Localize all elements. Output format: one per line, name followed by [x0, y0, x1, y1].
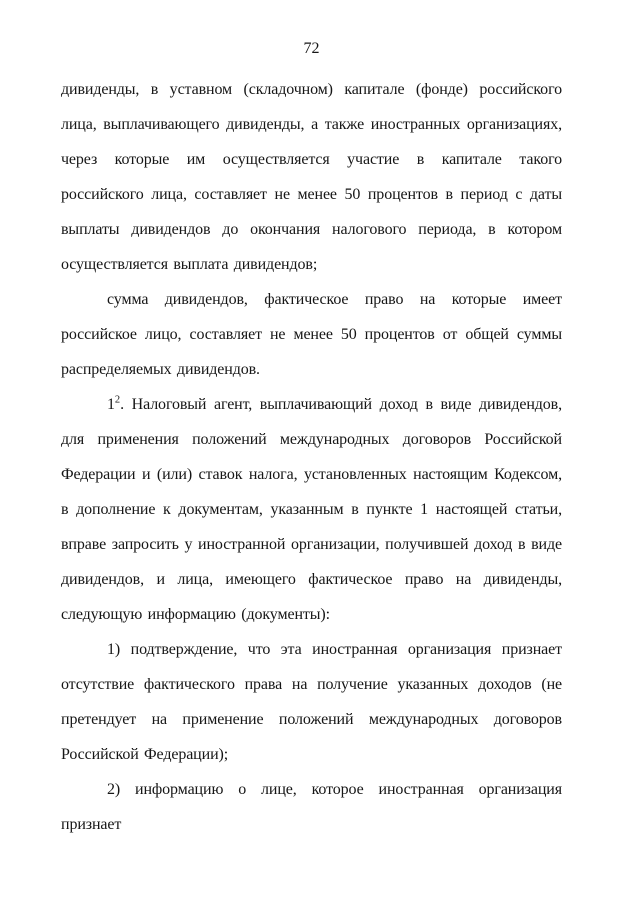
paragraph-text: сумма дивидендов, фактическое право на которые имеет российское лицо, составляет не менее 50 процентов от общей суммы распределяемых дивидендов. [61, 291, 562, 378]
paragraph-text: дивиденды, в уставном (складочном) капитале (фонде) российского лица, выплачивающего дивиденды, а также иностранных организациях, через которые им осуществляется участие в капитале такого российского лица, составляет не менее 50 процентов в период с даты выплаты дивидендов до окончания налогового периода, в котором осуществляется выплата дивидендов; [61, 81, 562, 273]
paragraph [61, 632, 562, 772]
paragraph [61, 387, 562, 632]
paragraph [61, 772, 562, 842]
paragraph-text: 2) информацию о лице, которое иностранная организация признает [61, 781, 562, 833]
paragraph-text: 1) подтверждение, что эта иностранная организация признает отсутствие фактического права на получение указанных доходов (не претендует на применение положений международных договоров Российской Федерации); [61, 641, 562, 763]
paragraph-text: 1 [107, 396, 115, 413]
paragraph-text: . Налоговый агент, выплачивающий доход в виде дивидендов, для применения положений международных договоров Российской Федерации и (или) ставок налога, установленных настоящим Кодексом, в дополнение к документам, указанным в пункте 1 настоящей статьи, вправе запросить у иностранной организации, получившей доход в виде дивидендов, и лица, имеющего фактическое право на дивиденды, следующую информацию (документы): [61, 396, 562, 623]
document-body [61, 72, 562, 842]
superscript-text: 2 [114, 394, 121, 406]
paragraph [61, 72, 562, 282]
page-number: 72 [303, 40, 320, 57]
paragraph [61, 282, 562, 387]
